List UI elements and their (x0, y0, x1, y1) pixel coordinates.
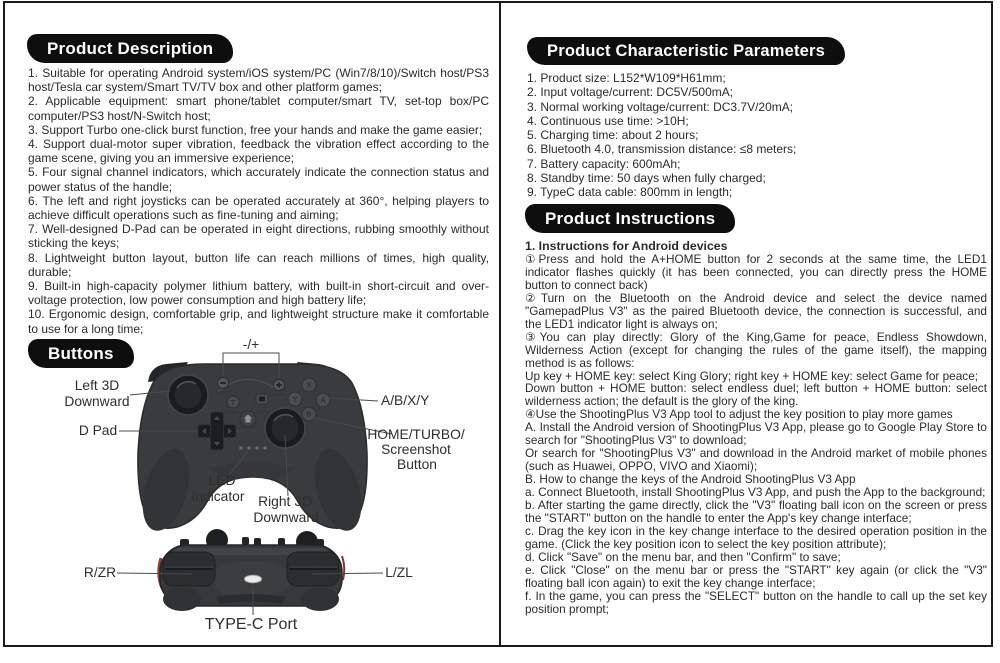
parameter-item: 4. Continuous use time: >10H; (527, 113, 689, 128)
instruction-paragraph: c. Drag the key icon in the key change interface to the desired operation position in the game. (Click the key position icon to select the key position attribute); (525, 523, 987, 551)
svg-text:ZL: ZL (311, 574, 319, 580)
section-title-text: Buttons (48, 343, 114, 363)
section-title-parameters (527, 37, 845, 65)
svg-text:TURBO: TURBO (224, 410, 240, 415)
svg-text:CLEAR: CLEAR (255, 410, 271, 415)
typec-port (245, 575, 262, 583)
svg-text:T: T (230, 399, 236, 407)
description-item: 2. Applicable equipment: smart phone/tablet computer/smart TV, set-top box/PC computer/PS3 host/N-Switch host; (28, 94, 489, 123)
description-item: 4. Support dual-motor super vibration, feedback the vibration effect according to the game scene, giving you an immersive experience; (28, 137, 489, 166)
label-led-1: LED (208, 473, 236, 488)
r-zr-shoulder-buttons (163, 552, 215, 586)
svg-text:A: A (320, 397, 326, 405)
parameter-item: 5. Charging time: about 2 hours; (527, 128, 699, 143)
svg-text:L: L (311, 558, 315, 564)
label-right-stick-2: Downward (253, 510, 319, 525)
parameter-item: 9. TypeC data cable: 800mm in length; (527, 185, 733, 200)
instruction-paragraph: A. Install the Android version of ShootingPlus V3 App, please go to Google Play Store to search for "ShootingPlus V3" to download; (525, 420, 987, 448)
svg-text:X: X (306, 382, 312, 390)
label-right-stick-1: Right 3D (258, 494, 312, 509)
instruction-paragraph: f. In the game, you can press the "SELECT" button on the handle to call up the set key position prompt; (525, 588, 987, 616)
instructions-heading: 1. Instructions for Android devices (525, 239, 728, 253)
instruction-paragraph: Down button + HOME button: select endless duel; left button + HOME button: select wilderness action; the default is the glory of the king. (525, 381, 987, 409)
label-led-2: Indicator (191, 489, 245, 504)
label-abxy: A/B/X/Y (381, 393, 430, 408)
description-item: 9. Built-in high-capacity polymer lithium battery, with built-in short-circuit and over-voltage protection, low power consumption and high battery life; (28, 279, 489, 308)
parameter-item: 8. Standby time: 50 days when fully charged; (527, 171, 766, 186)
instruction-paragraph: b. After starting the game directly, click the "V3" floating ball icon on the screen or press the "START" button on the handle to enter the App's key change interface; (525, 498, 987, 526)
l-zl-shoulder-buttons (287, 552, 339, 586)
section-title-text: Product Characteristic Parameters (547, 41, 826, 60)
instruction-paragraph: Up key + HOME key: select King Glory; right key + HOME key: select Game for peace; (525, 368, 979, 383)
label-dpad: D Pad (78, 423, 118, 438)
instruction-paragraph: ①Press and hold the A+HOME button for 2 seconds at the same time, the LED1 indicator flashes quickly (it has been connected, you can directly press the HOME button to connect back) (525, 251, 987, 292)
description-item: 8. Lightweight button layout, button life can reach millions of times, high quality, durable; (28, 250, 489, 279)
section-title-text: Product Instructions (545, 208, 716, 228)
instructions-paragraphs (525, 253, 987, 616)
description-item: 5. Four signal channel indicators, which accurately indicate the connection status and power status of the handle; (28, 165, 489, 194)
section-title-instructions (525, 204, 735, 233)
instructions-block (525, 240, 987, 616)
instruction-paragraph: d. Click "Save" on the menu bar, and then "Confirm" to save; (525, 549, 841, 564)
parameter-item: 2. Input voltage/current: DC5V/500mA; (527, 85, 734, 100)
description-item: 10. Ergonomic design, comfortable grip, and lightweight structure make it comfortable to use for a long time; (28, 307, 489, 336)
back-left-grip (163, 587, 201, 611)
svg-text:ZR: ZR (183, 574, 191, 580)
label-home-1: HOME/TURBO/ (367, 427, 465, 442)
label-lzl: L/ZL (385, 565, 413, 580)
instruction-paragraph: ②Turn on the Bluetooth on the Android device and select the device named "GamepadPlus V3" as the paired Bluetooth device, the connection is successful, and the LED1 indicator light is always on; (525, 290, 987, 331)
instruction-paragraph: e. Click "Close" on the menu bar or press the "START" key again (or click the "V3" floating ball icon again) to exit the key change interface; (525, 562, 987, 590)
svg-text:R: R (186, 558, 192, 564)
description-item: 3. Support Turbo one-click burst function, free your hands and make the game easier; (28, 122, 483, 137)
svg-text:Y: Y (292, 396, 298, 404)
description-item: 6. The left and right joysticks can be operated accurately at 360°, helping players to achieve difficult operations such as fine-tuning and aiming; (28, 193, 489, 223)
controller-top-view (134, 362, 370, 536)
product-description-list (28, 66, 489, 336)
back-right-grip (301, 587, 339, 611)
parameter-item: 1. Product size: L152*W109*H61mm; (527, 71, 726, 85)
instruction-paragraph: a. Connect Bluetooth, install ShootingPlus V3 App, and push the App to the background; (525, 485, 986, 500)
label-minus-plus: -/+ (242, 338, 260, 352)
label-left-stick-1: Left 3D (74, 378, 120, 393)
parameters-list (527, 71, 985, 200)
section-title-buttons (28, 339, 134, 368)
column-divider (499, 1, 501, 647)
svg-text:SELECT: SELECT (214, 391, 232, 395)
parameter-item: 6. Bluetooth 4.0, transmission distance: ≤8 meters; (527, 142, 797, 157)
description-item: 7. Well-designed D-Pad can be operated in eight directions, rubbing smoothly without sticking the keys; (28, 222, 489, 251)
section-title-text: Product Description (47, 38, 214, 58)
controller-back-view (159, 529, 345, 611)
label-home-2: Screenshot (381, 442, 451, 457)
instruction-paragraph: B. How to change the keys of the Android ShootingPlus V3 App (525, 472, 856, 487)
parameter-item: 3. Normal working voltage/current: DC3.7V/20mA; (527, 99, 794, 114)
instruction-paragraph: Or search for "ShootingPlus V3" and download in the Android market of mobile phones (such as Huawei, OPPO, VIVO and Xiaomi); (525, 446, 987, 474)
label-left-stick-2: Downward (64, 394, 130, 409)
label-typec: TYPE-C Port (204, 616, 298, 633)
home-button (240, 411, 256, 427)
label-home-3: Button (397, 457, 437, 472)
section-title-product-description (27, 34, 233, 63)
label-rzr: R/ZR (83, 565, 117, 580)
instruction-paragraph: ④Use the ShootingPlus V3 App tool to adjust the key position to play more games (525, 407, 953, 422)
instruction-paragraph: ③You can play directly: Glory of the King,Game for peace, Endless Showdown, Wilderness Action (except for changing the rules of the game itself), the mapping method is as follows: (525, 329, 987, 370)
back-button-bump (242, 537, 249, 545)
svg-text:B: B (306, 411, 312, 419)
description-item: 1. Suitable for operating Android system/iOS system/PC (Win7/8/10)/Switch host/PS3 host/Tesla car system/Smart TV/TV box and other platform games; (28, 66, 489, 95)
controller-diagram (20, 338, 490, 650)
svg-text:START: START (272, 393, 286, 397)
parameter-item: 7. Battery capacity: 600mAh; (527, 156, 681, 171)
left-stick (168, 375, 208, 415)
